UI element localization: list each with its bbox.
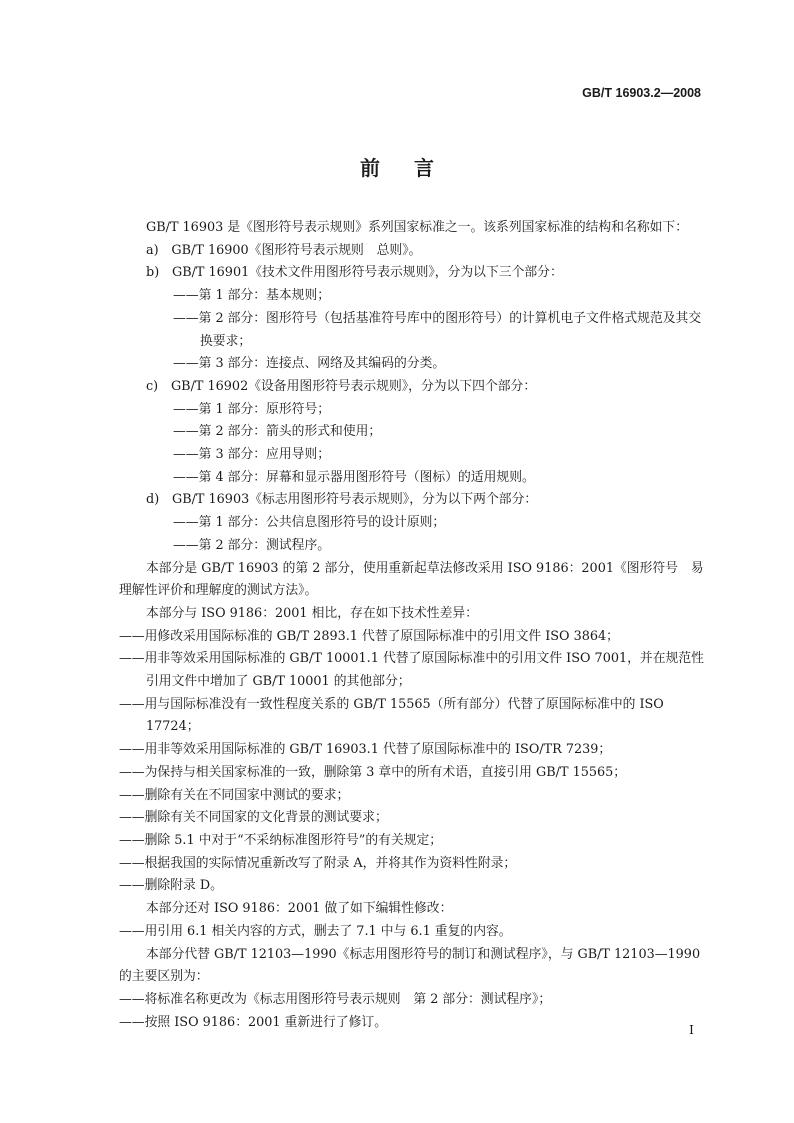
body-paragraph: 本部分与 ISO 9186：2001 相比，存在如下技术性差异： (146, 605, 478, 621)
list-item-d: d) GB/T 16903《标志用图形符号表示规则》，分为以下两个部分： (146, 492, 538, 508)
difference-item: ——用非等效采用国际标准的 GB/T 10001.1 代替了原国际标准中的引用文件 ISO 7001，并在规范性引用文件中增加了 GB/T 10001 的其他部分； (119, 651, 704, 690)
body-paragraph: 本部分还对 ISO 9186：2001 做了如下编辑性修改： (146, 901, 453, 917)
list-item-c: c) GB/T 16902《设备用图形符号表示规则》，分为以下四个部分： (146, 378, 537, 394)
difference-item: ——为保持与相关国家标准的一致，删除第 3 章中的所有术语，直接引用 GB/T 15565； (119, 764, 627, 780)
difference-item: ——删除有关在不同国家中测试的要求； (119, 787, 350, 803)
difference-item: ——用与国际标准没有一致性程度关系的 GB/T 15565（所有部分）代替了原国际标准中的 ISO 17724； (119, 696, 664, 735)
standard-code: GB/T 16903.2—2008 (582, 86, 701, 100)
sub-item: ——第 2 部分：图形符号（包括基准符号库中的图形符号）的计算机电子文件格式规范及其交换要求； (173, 310, 702, 349)
sub-item: ——第 1 部分：原形符号； (173, 401, 331, 417)
difference-item: ——用修改采用国际标准的 GB/T 2893.1 代替了原国际标准中的引用文件 ISO 3864； (119, 628, 619, 644)
sub-item: ——第 4 部分：屏幕和显示器用图形符号（图标）的适用规则。 (173, 469, 535, 485)
difference-item: ——删除有关不同国家的文化背景的测试要求； (119, 810, 388, 826)
difference-item: ——删除附录 D。 (119, 878, 223, 894)
editorial-item: ——用引用 6.1 相关内容的方式，删去了 7.1 中与 6.1 重复的内容。 (119, 923, 512, 939)
difference-item: ——删除 5.1 中对于“不采纳标准图形符号”的有关规定； (119, 832, 443, 848)
page-number: I (689, 1022, 694, 1037)
difference-item: ——根据我国的实际情况重新改写了附录 A，并将其作为资料性附录； (119, 855, 517, 871)
change-item: ——按照 ISO 9186：2001 重新进行了修订。 (119, 1014, 388, 1030)
difference-item: ——用非等效采用国际标准的 GB/T 16903.1 代替了原国际标准中的 ISO/TR 7239； (119, 742, 612, 758)
list-item-a: a) GB/T 16900《图形符号表示规则 总则》。 (146, 242, 422, 258)
sub-item: ——第 3 部分：连接点、网络及其编码的分类。 (173, 356, 446, 372)
list-item-b: b) GB/T 16901《技术文件用图形符号表示规则》，分为以下三个部分： (146, 265, 563, 281)
sub-item: ——第 2 部分：测试程序。 (173, 537, 331, 553)
sub-item: ——第 1 部分：公共信息图形符号的设计原则； (173, 515, 446, 531)
sub-item: ——第 2 部分：箭头的形式和使用； (173, 424, 382, 440)
sub-item: ——第 3 部分：应用导则； (173, 447, 331, 463)
preface-body (119, 217, 709, 1034)
body-paragraph: 本部分是 GB/T 16903 的第 2 部分，使用重新起草法修改采用 ISO 9186：2001《图形符号 易理解性评价和理解度的测试方法》。 (119, 560, 704, 599)
body-paragraph: 本部分代替 GB/T 12103—1990《标志用图形符号的制订和测试程序》，与 GB/T 12103—1990 的主要区别为： (119, 946, 701, 985)
change-item: ——将标准名称更改为《标志用图形符号表示规则 第 2 部分：测试程序》； (119, 991, 552, 1007)
intro-paragraph: GB/T 16903 是《图形符号表示规则》系列国家标准之一。该系列国家标准的结构和名称如下： (146, 220, 689, 235)
page-title: 前言 (360, 156, 468, 180)
sub-item: ——第 1 部分：基本规则； (173, 288, 331, 304)
